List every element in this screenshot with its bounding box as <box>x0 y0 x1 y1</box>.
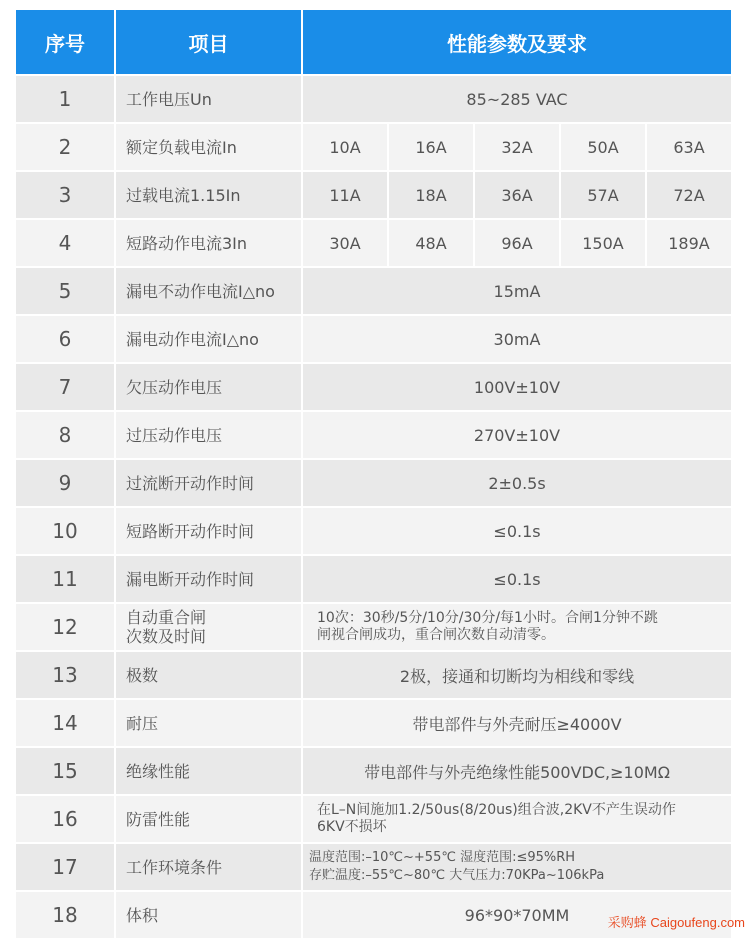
row-number: 5 <box>16 268 114 314</box>
row-value-cell: 16A <box>389 124 473 170</box>
row-number: 6 <box>16 316 114 362</box>
row-number: 16 <box>16 796 114 842</box>
row-value: 温度范围:–10℃~+55℃ 湿度范围:≤95%RH 存贮温度:–55℃~80℃ 大气压力:70KPa~106kPa <box>303 844 731 890</box>
row-value-cell: 10A <box>303 124 387 170</box>
row-number: 18 <box>16 892 114 938</box>
row-value: 2±0.5s <box>303 460 731 506</box>
row-value-cell: 18A <box>389 172 473 218</box>
row-value: 85~285 VAC <box>303 76 731 122</box>
row-value-cell: 48A <box>389 220 473 266</box>
row-value: 在L–N间施加1.2/50us(8/20us)组合波,2KV不产生误动作 6KV不损坏 <box>303 796 731 842</box>
row-item: 工作环境条件 <box>116 844 301 890</box>
watermark: 采购蜂 Caigoufeng.com <box>607 915 745 930</box>
row-item: 额定负载电流In <box>116 124 301 170</box>
row-value-cell: 11A <box>303 172 387 218</box>
row-item: 漏电动作电流I△no <box>116 316 301 362</box>
row-item: 过压动作电压 <box>116 412 301 458</box>
row-item: 欠压动作电压 <box>116 364 301 410</box>
row-value: 15mA <box>303 268 731 314</box>
row-value-cell: 189A <box>647 220 731 266</box>
row-value-cell: 30A <box>303 220 387 266</box>
row-item: 短路动作电流3In <box>116 220 301 266</box>
row-number: 1 <box>16 76 114 122</box>
row-item: 短路断开动作时间 <box>116 508 301 554</box>
row-value-cell: 72A <box>647 172 731 218</box>
row-item: 极数 <box>116 652 301 698</box>
row-number: 8 <box>16 412 114 458</box>
row-value-cell: 150A <box>561 220 645 266</box>
row-item: 耐压 <box>116 700 301 746</box>
row-value-cell: 36A <box>475 172 559 218</box>
row-value: 100V±10V <box>303 364 731 410</box>
row-value: 带电部件与外壳绝缘性能500VDC,≥10MΩ <box>303 748 731 794</box>
header-no: 序号 <box>16 10 114 74</box>
row-number: 10 <box>16 508 114 554</box>
row-value: 带电部件与外壳耐压≥4000V <box>303 700 731 746</box>
header-item: 项目 <box>116 10 301 74</box>
row-value-cell: 32A <box>475 124 559 170</box>
row-number: 3 <box>16 172 114 218</box>
row-value: ≤0.1s <box>303 556 731 602</box>
row-number: 13 <box>16 652 114 698</box>
row-number: 7 <box>16 364 114 410</box>
row-number: 9 <box>16 460 114 506</box>
row-value-cell: 57A <box>561 172 645 218</box>
row-item: 绝缘性能 <box>116 748 301 794</box>
row-item: 自动重合闸 次数及时间 <box>116 604 301 650</box>
header-spec: 性能参数及要求 <box>303 10 731 74</box>
row-value: 30mA <box>303 316 731 362</box>
row-value-cell: 50A <box>561 124 645 170</box>
row-value: 10次：30秒/5分/10分/30分/每1小时。合闸1分钟不跳 闸视合闸成功，重合闸次数自动清零。 <box>303 604 731 650</box>
row-number: 15 <box>16 748 114 794</box>
row-item: 过载电流1.15In <box>116 172 301 218</box>
row-number: 12 <box>16 604 114 650</box>
row-number: 4 <box>16 220 114 266</box>
row-item: 漏电断开动作时间 <box>116 556 301 602</box>
row-item: 防雷性能 <box>116 796 301 842</box>
row-item: 体积 <box>116 892 301 938</box>
row-number: 2 <box>16 124 114 170</box>
row-value: 2极，接通和切断均为相线和零线 <box>303 652 731 698</box>
row-number: 14 <box>16 700 114 746</box>
row-value-cell: 96A <box>475 220 559 266</box>
row-value: 270V±10V <box>303 412 731 458</box>
row-value: ≤0.1s <box>303 508 731 554</box>
row-number: 17 <box>16 844 114 890</box>
row-number: 11 <box>16 556 114 602</box>
row-value-cell: 63A <box>647 124 731 170</box>
row-value: 96*90*70MM <box>303 892 731 938</box>
row-item: 过流断开动作时间 <box>116 460 301 506</box>
row-item: 漏电不动作电流I△no <box>116 268 301 314</box>
row-item: 工作电压Un <box>116 76 301 122</box>
